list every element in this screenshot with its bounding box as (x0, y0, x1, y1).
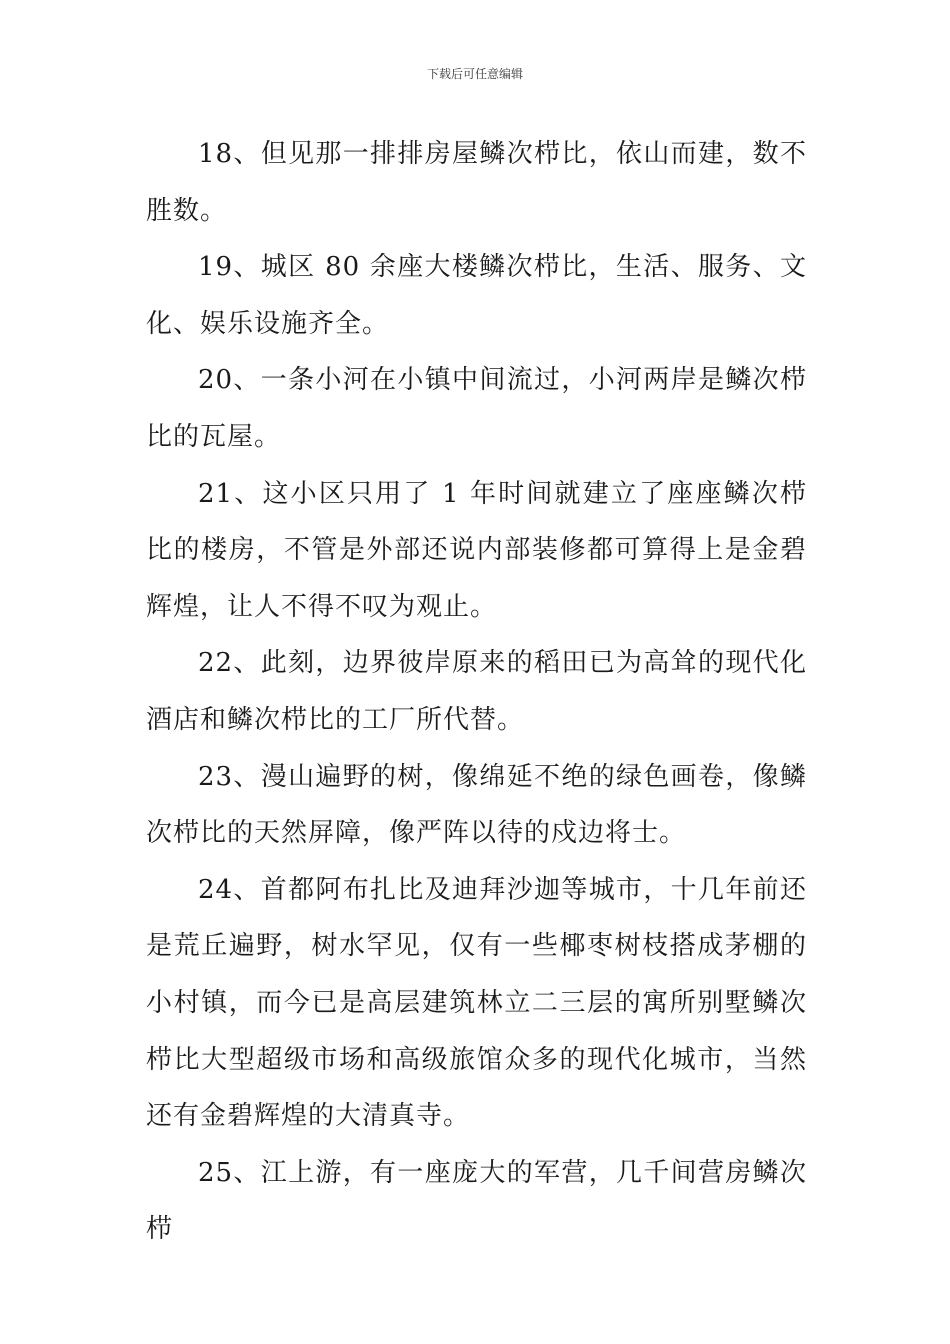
sentence-20: 20、一条小河在小镇中间流过，小河两岸是鳞次栉比的瓦屋。 (146, 365, 807, 452)
document-body (146, 126, 807, 1258)
sentence-18: 18、但见那一排排房屋鳞次栉比，依山而建，数不胜数。 (146, 139, 807, 226)
sentence-24: 24、首都阿布扎比及迪拜沙迦等城市，十几年前还是荒丘遍野，树水罕见，仅有一些椰枣树枝搭成茅棚的小村镇，而今已是高层建筑林立二三层的寓所别墅鳞次栉比大型超级市场和高级旅馆众多的现代化城市，当然还有金碧辉煌的大清真寺。 (146, 874, 807, 1132)
page-header: 下载后可任意编辑 (426, 67, 523, 81)
sentence-25: 25、江上游，有一座庞大的军营，几千间营房鳞次栉 (146, 1157, 807, 1245)
sentence-22: 22、此刻，边界彼岸原来的稻田已为高耸的现代化酒店和鳞次栉比的工厂所代替。 (146, 648, 807, 735)
sentence-23: 23、漫山遍野的树，像绵延不绝的绿色画卷，像鳞次栉比的天然屏障，像严阵以待的戍边将士。 (146, 761, 807, 849)
sentence-19: 19、城区 80 余座大楼鳞次栉比，生活、服务、文化、娱乐设施齐全。 (146, 252, 807, 339)
sentence-21: 21、这小区只用了 1 年时间就建立了座座鳞次栉比的楼房，不管是外部还说内部装修都可算得上是金碧辉煌，让人不得不叹为观止。 (146, 478, 807, 622)
